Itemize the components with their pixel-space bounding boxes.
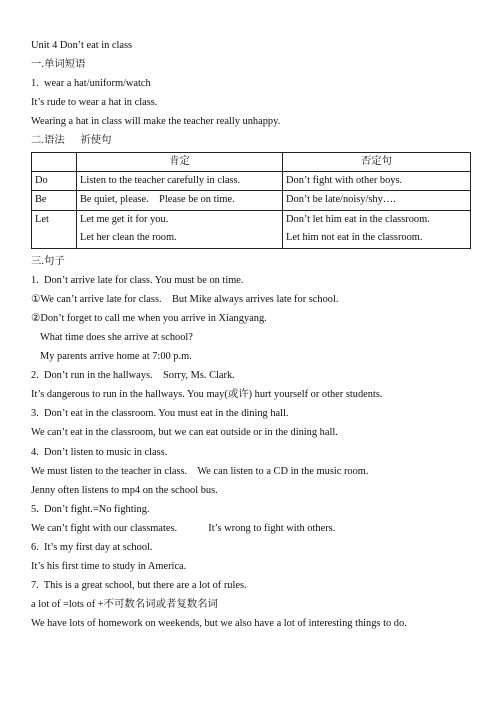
negative-cell: Don’t fight with other boys. bbox=[283, 171, 471, 190]
positive-cell: Be quiet, please. Please be on time. bbox=[77, 191, 283, 210]
grammar-table bbox=[31, 152, 471, 249]
vocab-line: 1. wear a hat/uniform/watch bbox=[31, 78, 151, 90]
sentence-line: 4. Don’t listen to music in class. bbox=[31, 446, 168, 458]
sentence-line: 3. Don’t eat in the classroom. You must eat in the dining hall. bbox=[31, 408, 289, 420]
sentence-line: It’s dangerous to run in the hallways. You may(或许) hurt yourself or other students. bbox=[31, 389, 383, 401]
table-row bbox=[32, 191, 471, 210]
positive-cell: Listen to the teacher carefully in class. bbox=[77, 171, 283, 190]
sentence-line: It’s his first time to study in America. bbox=[31, 561, 187, 573]
sentence-line: 6. It’s my first day at school. bbox=[31, 542, 153, 553]
sentence-list bbox=[31, 271, 471, 634]
section-heading-grammar: 二.语法 祈使句 bbox=[31, 135, 112, 147]
cell-line: Don’t let him eat in the classroom. bbox=[286, 213, 430, 225]
cell-line: Let him not eat in the classroom. bbox=[286, 232, 423, 244]
sentence-line: 7. This is a great school, but there are a lot of rules. bbox=[31, 580, 247, 592]
table-header bbox=[32, 152, 77, 171]
sentence-line: We have lots of homework on weekends, but we also have a lot of interesting things to do. bbox=[31, 618, 407, 630]
row-label: Let bbox=[32, 210, 77, 248]
document-page bbox=[31, 36, 471, 633]
sentence-line: Jenny often listens to mp4 on the school bus. bbox=[31, 484, 218, 496]
sentence-line: My parents arrive home at 7:00 p.m. bbox=[40, 351, 192, 363]
sentence-line: We can’t fight with our classmates. It’s wrong to fight with others. bbox=[31, 522, 336, 534]
positive-cell bbox=[77, 210, 283, 248]
negative-cell: Don’t be late/noisy/shy…. bbox=[283, 191, 471, 210]
table-header: 肯定 bbox=[77, 152, 283, 171]
vocab-line: It’s rude to wear a hat in class. bbox=[31, 97, 158, 109]
negative-cell bbox=[283, 210, 471, 248]
document-title: Unit 4 Don’t eat in class bbox=[31, 40, 133, 51]
table-header-row bbox=[32, 152, 471, 171]
sentence-line: ①We can’t arrive late for class. But Mike always arrives late for school. bbox=[31, 293, 339, 305]
section-heading-vocabulary: 一.单词短语 bbox=[31, 59, 86, 71]
section-heading-sentences: 三.句子 bbox=[31, 255, 65, 267]
cell-line: Let her clean the room. bbox=[80, 232, 177, 244]
sentence-line: What time does she arrive at school? bbox=[40, 331, 193, 343]
sentence-line: 1. Don’t arrive late for class. You must be on time. bbox=[31, 274, 244, 286]
sentence-line: ②Don’t forget to call me when you arrive in Xiangyang. bbox=[31, 312, 267, 324]
sentence-line: We can’t eat in the classroom, but we can eat outside or in the dining hall. bbox=[31, 427, 338, 439]
sentence-line: 5. Don’t fight.=No fighting. bbox=[31, 503, 150, 515]
sentence-line: We must listen to the teacher in class. We can listen to a CD in the music room. bbox=[31, 465, 369, 477]
cell-line: Let me get it for you. bbox=[80, 213, 169, 225]
sentence-line: a lot of =lots of +不可数名词或者复数名词 bbox=[31, 599, 218, 611]
table-header: 否定句 bbox=[283, 152, 471, 171]
vocab-line: Wearing a hat in class will make the teacher really unhappy. bbox=[31, 116, 281, 128]
row-label: Do bbox=[32, 171, 77, 190]
table-row bbox=[32, 210, 471, 248]
sentence-line: 2. Don’t run in the hallways. Sorry, Ms. Clark. bbox=[31, 370, 235, 382]
table-row bbox=[32, 171, 471, 190]
row-label: Be bbox=[32, 191, 77, 210]
